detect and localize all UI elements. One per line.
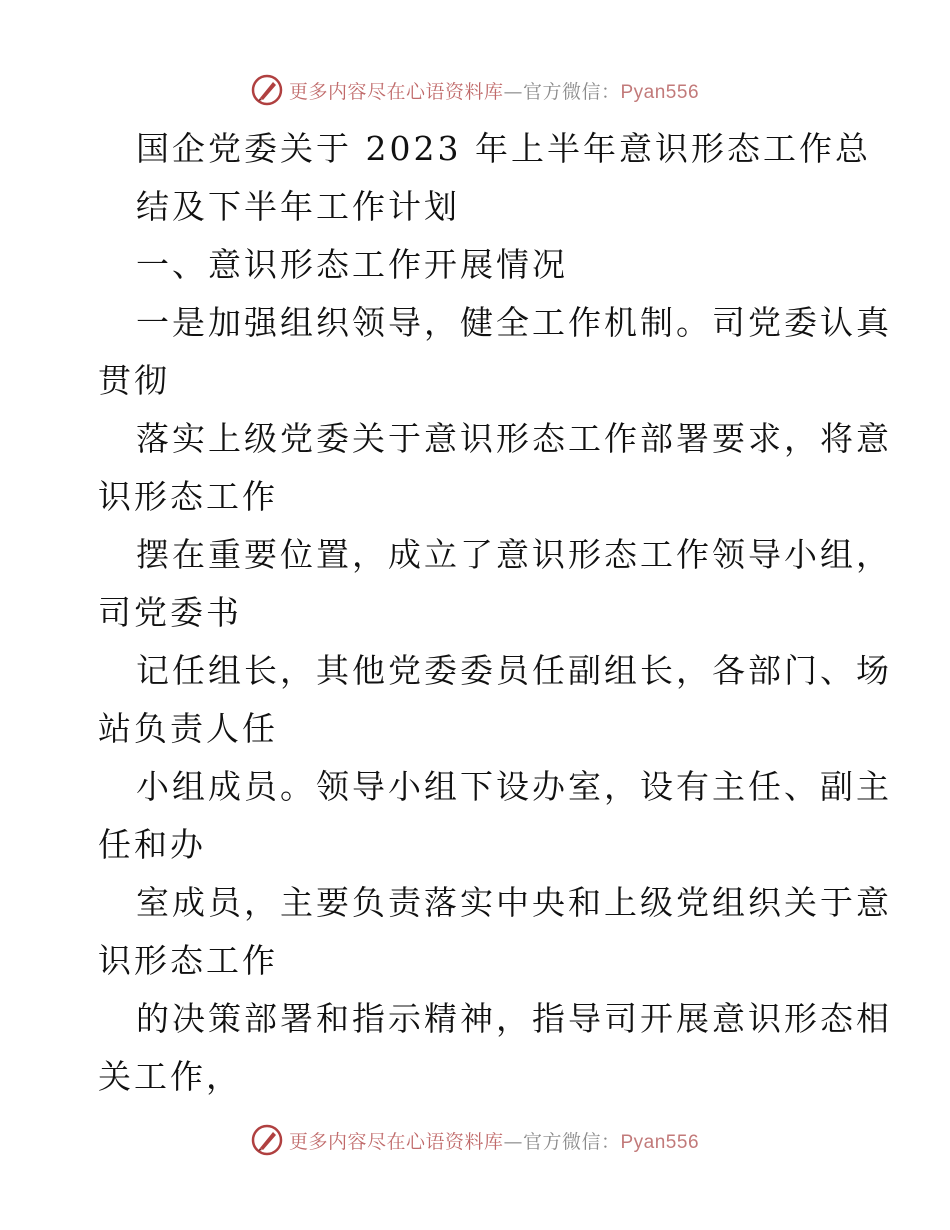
watermark-text: 更多内容尽在心语资料库—官方微信：Pyan556 xyxy=(288,80,700,103)
body-line: 一是加强组织领导，健全工作机制。司党委认真 xyxy=(136,303,892,342)
body-line: 任和办 xyxy=(98,825,206,864)
paragraph xyxy=(98,294,892,1106)
document-title-line-2: 结及下半年工作计划 xyxy=(136,187,460,226)
body-line: 贯彻 xyxy=(98,361,170,400)
body-line: 识形态工作 xyxy=(98,477,278,516)
document-body xyxy=(98,120,892,1106)
quill-pen-icon xyxy=(251,74,283,106)
watermark-footer xyxy=(0,1120,950,1160)
watermark-header xyxy=(0,70,950,110)
watermark-text: 更多内容尽在心语资料库—官方微信：Pyan556 xyxy=(288,1130,700,1153)
body-line: 的决策部署和指示精神，指导司开展意识形态相 xyxy=(136,999,892,1038)
body-line: 站负责人任 xyxy=(98,709,278,748)
body-line: 记任组长，其他党委委员任副组长，各部门、场 xyxy=(136,651,892,690)
document-title-line-1: 国企党委关于 2023 年上半年意识形态工作总 xyxy=(136,129,871,168)
body-line: 落实上级党委关于意识形态工作部署要求，将意 xyxy=(136,419,892,458)
body-line: 识形态工作 xyxy=(98,941,278,980)
body-line: 关工作， xyxy=(98,1057,242,1096)
body-line: 摆在重要位置，成立了意识形态工作领导小组， xyxy=(136,535,892,574)
quill-pen-icon xyxy=(251,1124,283,1156)
body-line: 室成员，主要负责落实中央和上级党组织关于意 xyxy=(136,883,892,922)
body-line: 小组成员。领导小组下设办室，设有主任、副主 xyxy=(136,767,892,806)
section-heading: 一、意识形态工作开展情况 xyxy=(136,245,568,284)
body-line: 司党委书 xyxy=(98,593,242,632)
